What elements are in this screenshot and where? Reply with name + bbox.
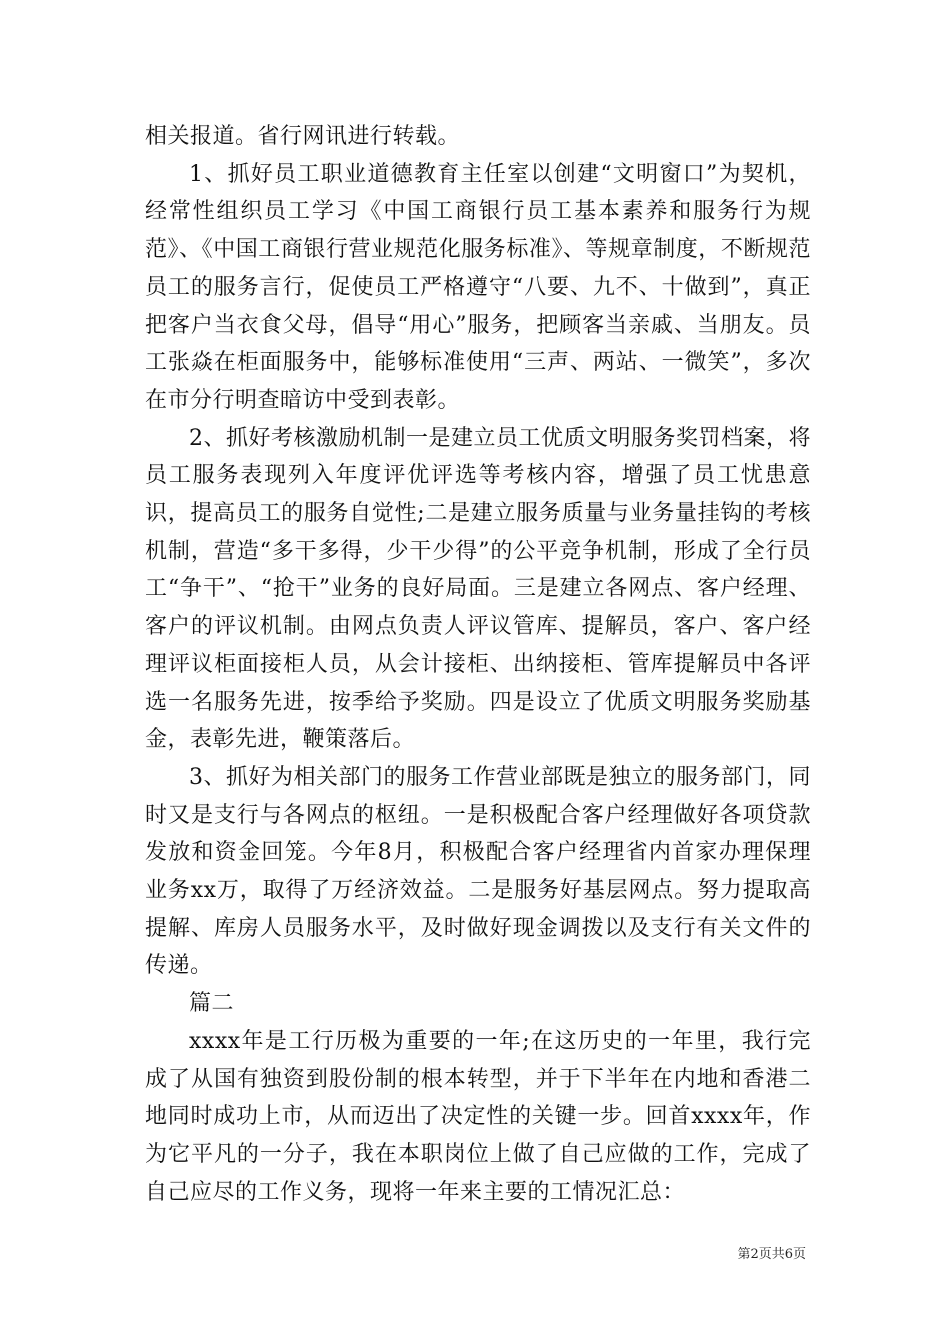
paragraph-2: 1、抓好员工职业道德教育主任室以创建“文明窗口”为契机，经常性组织员工学习《中国工商银行员工基本素养和服务行为规范》、《中国工商银行营业规范化服务标准》、等规章制度，不断规范员工的服务言行，促使员工严格遵守“八要、九不、十做到”，真正把客户当衣食父母，倡导“用心”服务，把顾客当亲戚、当朋友。员工张焱在柜面服务中，能够标准使用“三声、两站、一微笑”，多次在市分行明查暗访中受到表彰。 bbox=[145, 161, 811, 413]
paragraph-3: 2、抓好考核激励机制一是建立员工优质文明服务奖罚档案，将员工服务表现列入年度评优评选等考核内容，增强了员工忧患意识，提高员工的服务自觉性;二是建立服务质量与业务量挂钩的考核机制，营造“多干多得，少干少得”的公平竞争机制，形成了全行员工“争干”、“抢干”业务的良好局面。三是建立各网点、客户经理、客户的评议机制。由网点负责人评议管库、提解员，客户、客户经理评议柜面接柜人员，从会计接柜、出纳接柜、管库提解员中各评选一名服务先进，按季给予奖励。四是设立了优质文明服务奖励基金，表彰先进，鞭策落后。 bbox=[145, 425, 811, 753]
paragraph-4: 3、抓好为相关部门的服务工作营业部既是独立的服务部门，同时又是支行与各网点的枢纽。一是积极配合客户经理做好各项贷款发放和资金回笼。今年8月，积极配合客户经理省内首家办理保理业务xx万，取得了万经济效益。二是服务好基层网点。努力提取高提解、库房人员服务水平，及时做好现金调拨以及支行有关文件的传递。 bbox=[145, 764, 811, 979]
document-body bbox=[145, 118, 811, 1211]
page-number-footer: 第2页共6页 bbox=[737, 1247, 806, 1262]
paragraph-1: 相关报道。省行网讯进行转载。 bbox=[145, 124, 461, 149]
paragraph-5: xxxx年是工行历极为重要的一年;在这历史的一年里，我行完成了从国有独资到股份制的根本转型，并于下半年在内地和香港二地同时成功上市，从而迈出了决定性的关键一步。回首xxxx年，作为它平凡的一分子，我在本职岗位上做了自己应做的工作，完成了自己应尽的工作义务，现将一年来主要的工情况汇总： bbox=[145, 1028, 811, 1205]
section-heading: 篇二 bbox=[189, 991, 235, 1017]
